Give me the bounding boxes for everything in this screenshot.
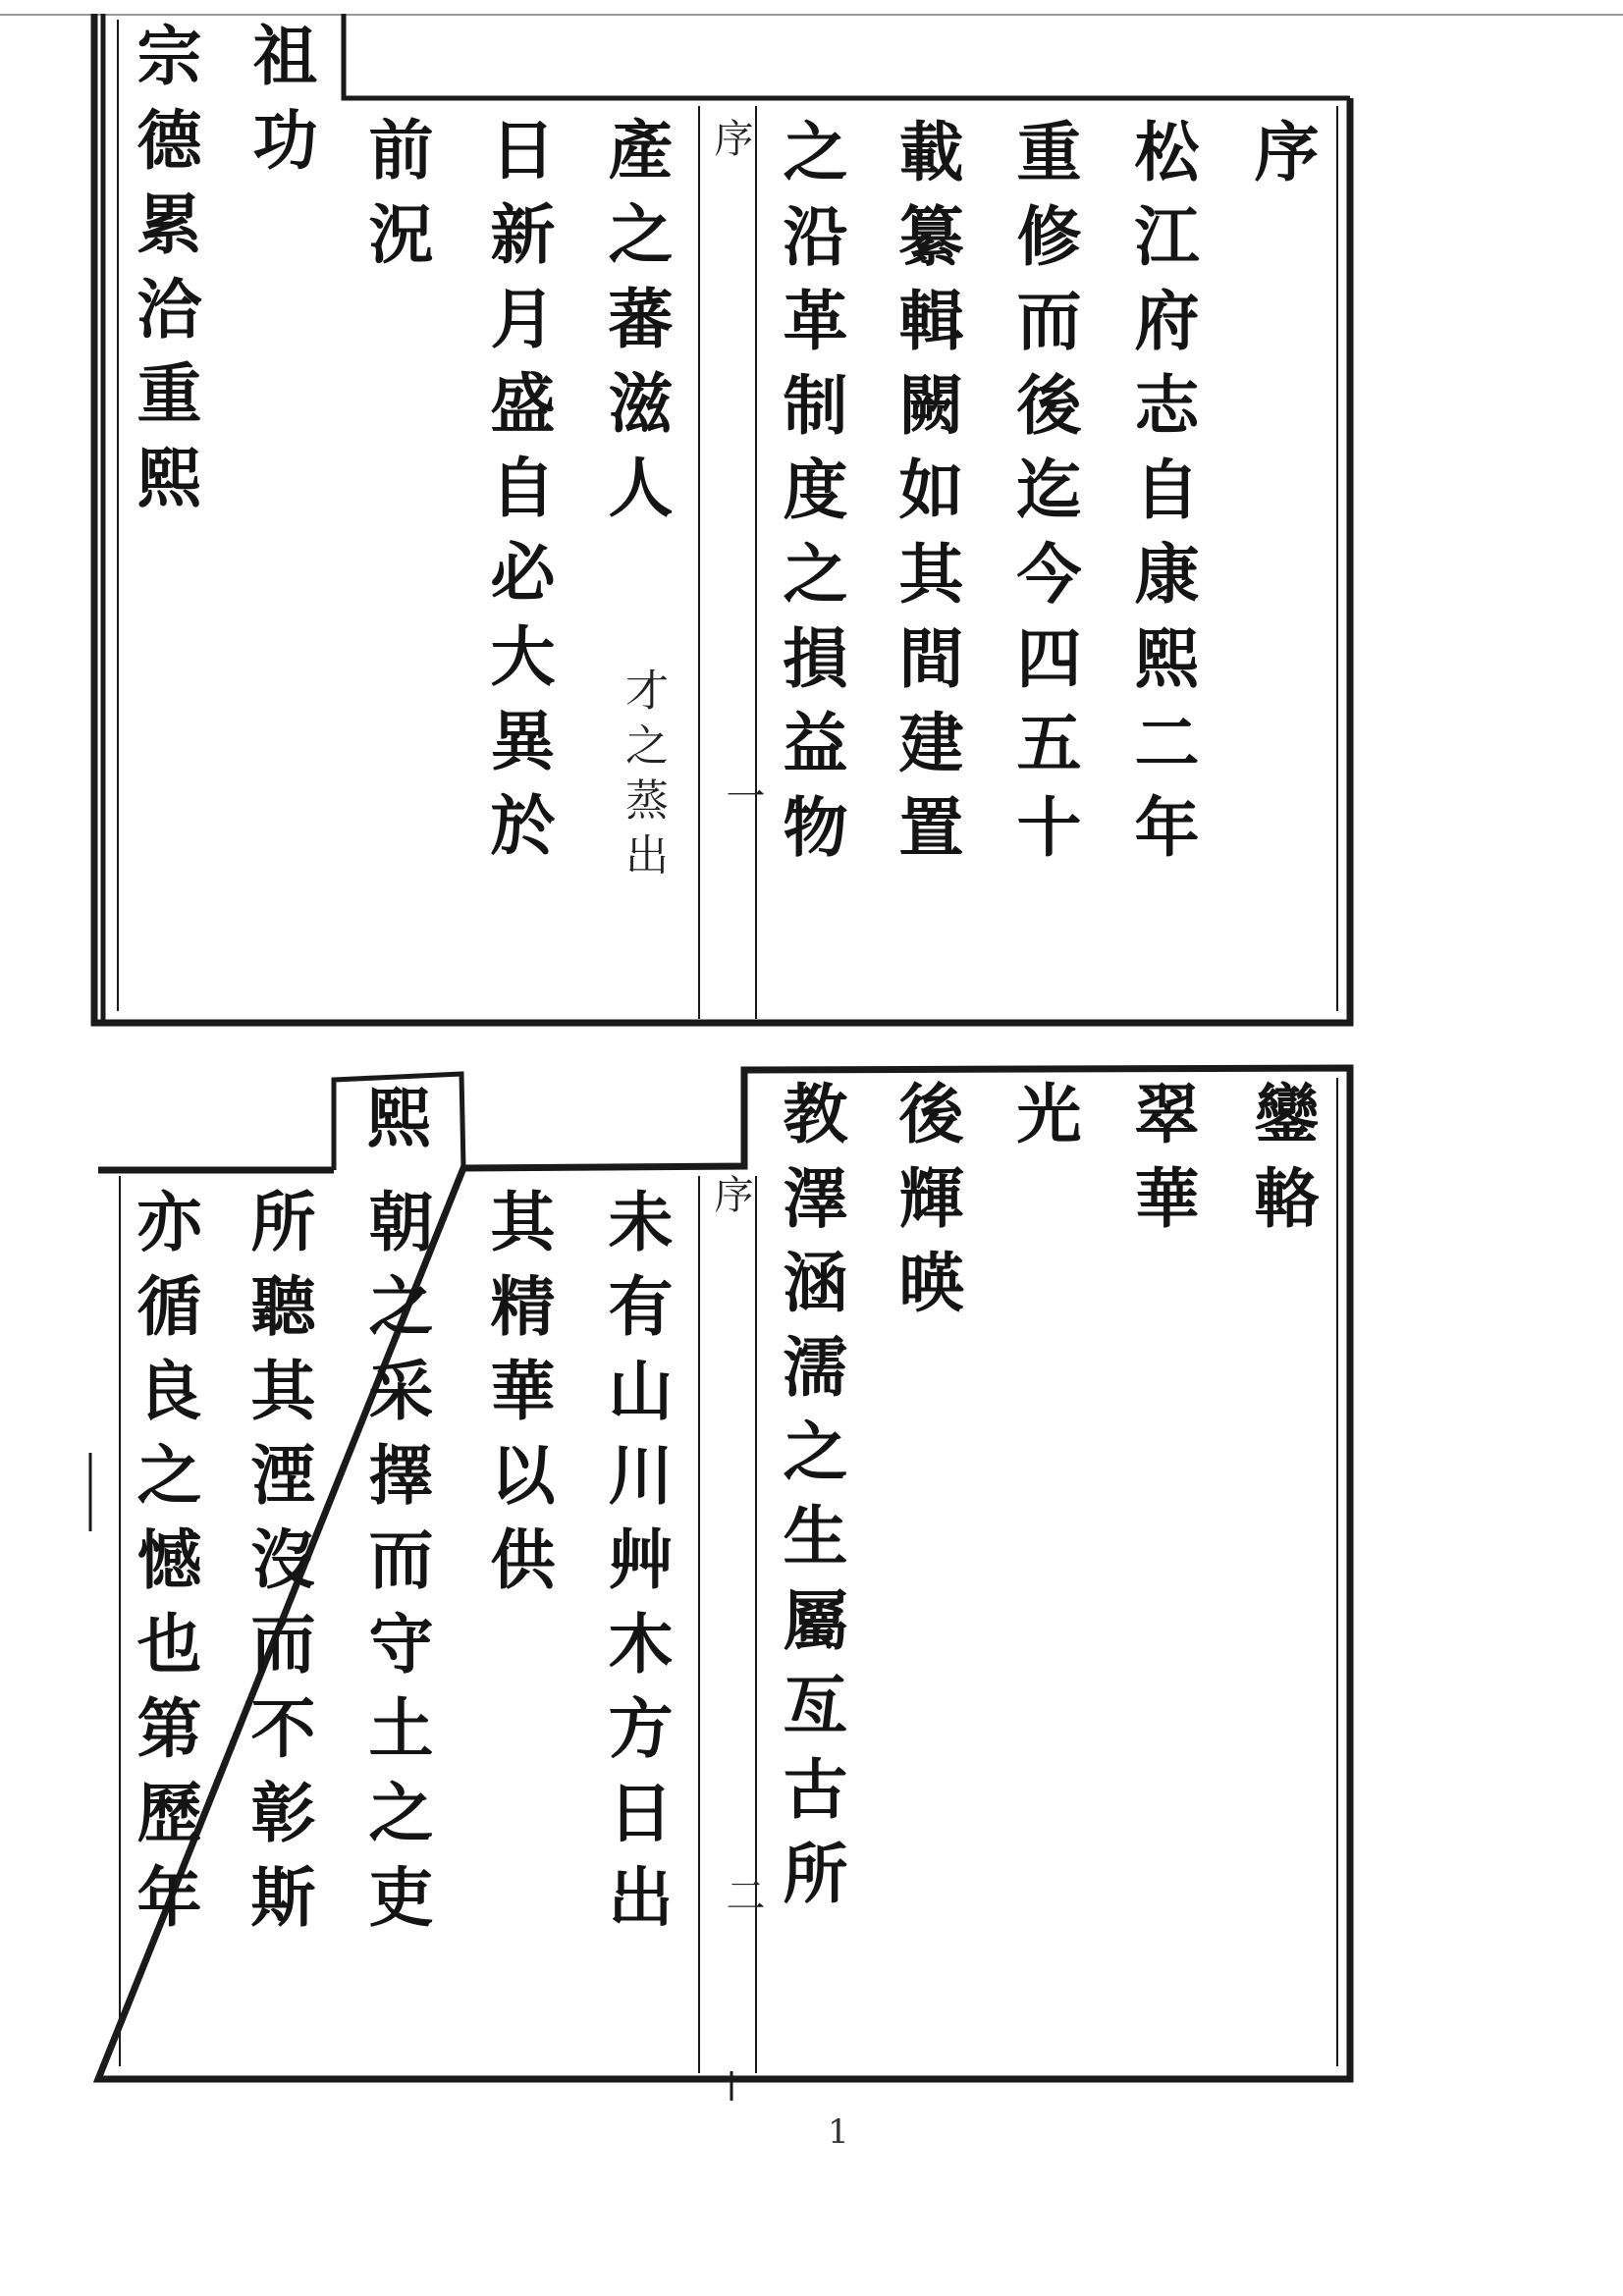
upper-left-column-1: 前況: [357, 116, 434, 285]
lower-left-column-3: 朝之采擇而守土之吏: [357, 1188, 434, 1948]
upper-folio: 一: [720, 775, 765, 815]
lower-left-column-1: 未有山川艸木方日出: [597, 1188, 674, 1948]
lower-margin-label: 序: [708, 1174, 753, 1213]
upper-tab-column-2: 祖功: [242, 22, 318, 190]
lower-right-column-2: 翠華: [1123, 1080, 1200, 1249]
lower-left-column-2: 其精華以供: [479, 1188, 556, 1610]
upper-left-column-3: 產之蕃滋人: [597, 116, 674, 538]
lower-folio: 二: [720, 1875, 765, 1914]
upper-tab-column-1: 宗德累洽重熙: [126, 22, 202, 528]
upper-right-column-4: 載纂輯闕如其間建置: [888, 118, 964, 878]
lower-right-column-3: 光: [1005, 1080, 1082, 1164]
upper-left-column-3-small: 才之蒸出: [618, 667, 668, 887]
upper-right-column-1: 序: [1243, 118, 1320, 202]
lower-right-column-5: 教澤涵濡之生屬亙古所: [772, 1080, 848, 1924]
upper-right-column-5: 之沿革制度之損益物: [772, 118, 848, 878]
upper-margin-label: 序: [708, 118, 753, 157]
lower-right-column-4: 後輝暎: [888, 1080, 964, 1333]
lower-tab-label: 熙: [355, 1084, 432, 1170]
lower-right-column-1: 鑾輅: [1243, 1080, 1320, 1249]
upper-right-column-2: 松江府志自康熙二年: [1123, 118, 1200, 878]
upper-right-column-3: 重修而後迄今四五十: [1005, 118, 1082, 878]
lower-left-column-4: 所聽其湮沒而不彰斯: [240, 1188, 316, 1948]
lower-left-column-5: 亦循良之憾也第歷年: [126, 1188, 202, 1948]
page-number: 1: [828, 2112, 849, 2152]
upper-left-column-2: 日新月盛自必大異於: [479, 116, 556, 876]
